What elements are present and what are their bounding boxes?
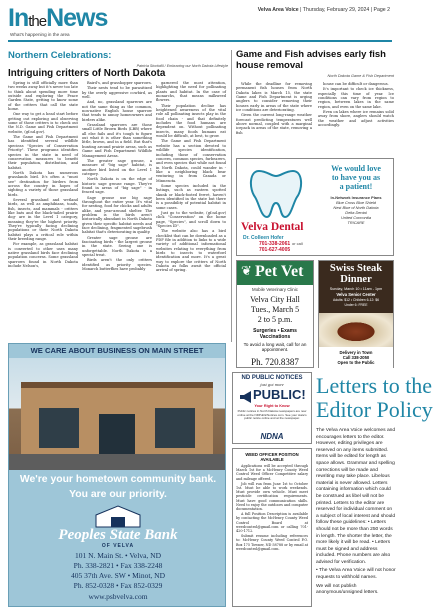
article-col-3: [156, 81, 226, 339]
dinner-delivery-1: Delivery in Town: [339, 350, 373, 355]
paragraph: Their nests tend to be parasitized by the overly aggressive cowbird, as well.: [82, 86, 152, 100]
petvet-services: Surgeries • Exams: [253, 328, 297, 334]
megaphone-icon: [239, 389, 253, 403]
paragraph: The Game and Fish Department has identified several wildlife specieas "Species of Conservation Priority". These programs identifies species in the state in need of conservation measures to benefit their population, distribution, and habitat.: [8, 135, 78, 170]
notice-heading: ND PUBLIC NOTICES: [241, 375, 303, 381]
article-right-col-1: [236, 82, 312, 154]
bank-address-1: 101 N. Main St. • Velva, ND: [74, 551, 162, 560]
petvet-subtitle: Mobile Veterinary Clinic: [252, 287, 298, 292]
paragraph: Birds aren't the only critters identified as priority species. Monarch butterflies have probably: [82, 258, 152, 272]
service-item: Blue Cross Blue Shield: [336, 200, 376, 205]
paragraph: It's important to check ice thickness, especially this time of year. Ice conditions can vary from region to region, between lakes in the same region, and even on the same lake.: [318, 87, 394, 109]
petvet-place: Velva City Hall: [250, 295, 300, 304]
article-source: North Dakota Game & Fish Department: [327, 74, 394, 78]
notice-big: PUBLIC!: [253, 387, 306, 402]
dental-or: or call: [292, 241, 303, 246]
bank-ad-banner: WE CARE ABOUT BUSINESS ON MAIN STREET: [30, 346, 204, 355]
paragraph: Grassland sparrows are those small Little Brown Birds (LBB) where all else fails and it's tough to figure out what it is other than something little, brown, and in a field. But that's hunting around prairie areas, such as Game and Fish Department Wildlife Management Areas.: [82, 123, 152, 158]
section-heading: Northern Celebrations:: [8, 50, 112, 61]
paragraph: Given the current long-range weather forecast predicting temperatures well above normal, coupled with a marginal icepack in areas of the state, removing a fish: [236, 113, 312, 135]
masthead-dateline: Velva Area Voice | Thursday, February 29, 2024 | Page 2: [257, 7, 390, 13]
paragraph: The Game and Fish Department website has a section devoted to wildlife species identification, including those of conservation concern, common species, furbearers, and even species that while not found in North Dakota, could wander in - like a neighboring black bear venturing in from Canada or Minnesota.: [156, 139, 226, 183]
dinner-venue: Velva Senior Center: [336, 292, 376, 297]
masthead-logo: [8, 5, 107, 35]
building-photo: [9, 358, 225, 470]
column-divider: [231, 50, 232, 342]
letters-paragraph: We will not publish anonymous/unsigned letters.: [316, 583, 379, 596]
bank-phone-1: Ph. 338-2821 • Fax 338-2248: [73, 561, 163, 570]
bank-subheadline: You are our priority.: [69, 489, 167, 500]
article-right-col-2: [318, 82, 394, 154]
paragraph: house can be difficult or dangerous.: [323, 82, 389, 86]
letters-body: [316, 428, 396, 608]
petvet-date: Tues., March 5: [250, 305, 300, 314]
letters-paragraph: The Velva Area Voice welcomes and encourages letters to the editor. However, editing privileges are reserved on any items submitted. Items will be edited for length as space allows. Grammar and spelling corrections will be made and rewriting may take place. Libelous material is never allowed. Letters containing information which could be construed as libel will not be printed. Letters to the editor are reserved for individual comment on a subject of local interest and should follow these guidelines: • Letters should not be more than 250 words in length. The shorter the letter, the more likely it will be read. • Letters must be signed and address included. Phone numbers are also advised for verification.: [316, 428, 396, 565]
petvet-ad: [236, 260, 314, 368]
issue-date: Thursday, February 29, 2024: [302, 7, 370, 13]
barn-logo-svg: [92, 505, 144, 527]
paragraph: garnered the most attention, highlighting the need for pollinating plants and habitat. In the case of monarchs, that means milkweed flowers.: [156, 81, 226, 103]
letters-title-2: Editor Policy: [316, 397, 433, 422]
masthead-tagline: What's happening in the area: [10, 32, 70, 37]
dental-name: Velva Dental: [241, 221, 304, 233]
paragraph: The greater sage grouse, a measure of "big sage" habitat, is another bird listed on the Level 1 category.: [82, 158, 152, 176]
dinner-date: Sunday, March 10 • 11am - 1pm: [329, 287, 383, 291]
paragraph: One way to get a head start before getting out exploring and observing some of those critters is to check out the N.D. Game and Fish Department website, (gf.nd.gov).: [8, 112, 78, 134]
logo-news: News: [46, 4, 108, 32]
service-item: United Concordia: [340, 215, 372, 220]
article-byline: Patricia Stockdill / Embracing our North Dakota Lifestyle: [136, 64, 228, 68]
service-item: TRICARE: [347, 220, 365, 225]
petvet-phone: Ph. 720.8387: [251, 357, 299, 367]
petvet-note: To avoid a long wait, call for an appointment.: [243, 342, 307, 353]
article-title: Intriguing critters of North Dakota: [8, 68, 166, 79]
dental-services: [321, 195, 391, 225]
paragraph: Several grassland and wetland birds, as well as amphibians, toads, fish, insects, and mammals - critters like bats and the black-tailed prairie dog- are in the Level 1 category, meaning they're the highest priority. They're typically facing declining populations or their North Dakota habitat plays a critical role within their breeding range.: [8, 197, 78, 242]
masthead-rule: [8, 40, 392, 42]
bank-ad: [8, 343, 226, 607]
service-item: Nest Blue of North Dakota: [333, 205, 379, 210]
dinner-prices-2: Under 6: FREE: [344, 303, 368, 307]
article-col-2: [82, 81, 152, 339]
dental-slogan-1: We would love: [331, 164, 381, 173]
bank-address-2: 405 37th Ave. SW • Minot, ND: [70, 571, 166, 580]
paragraph: And, no, grassland sparrows are not the same thing as the common, non-native English house sparrow that tends to annoy homeowners and birders alike.: [82, 100, 152, 122]
service-item: In-Network Insurance Plans: [330, 195, 382, 200]
paragraph: While the deadline for removing permanent fish houses from North Dakota lakes is March 15, the state Game and Fish Department is urging anglers to consider removing their houses early in areas of the state where ice conditions are deteriorating.: [236, 82, 312, 113]
dental-slogan-2: to have you as: [331, 173, 381, 182]
dinner-ad: [318, 260, 394, 368]
masthead: [0, 0, 400, 45]
paragraph: Some species included in the listings, such as eastern spotted skunk or black-footed ferret, haven't been identified in the state but there is a possibility of potential habitat in some cases.: [156, 183, 226, 210]
service-item: Delta Dental: [345, 210, 367, 215]
paragraph: Even on lakes where ice remains solid away from shore, anglers should watch the weather and adjust activities accordingly.: [318, 110, 394, 128]
bank-name: Peoples State Bank: [58, 527, 178, 543]
weed-title: WEED OFFICER POSITION AVAILABLE: [245, 452, 299, 462]
paper-name: Velva Area Voice: [257, 7, 299, 13]
paragraph: Their population decline has heightened awareness of the vital role all pollinating insects play in the food chain - and that definitely includes the food humans are dependent on. Without pollinating insects, many foods humans eat would be difficult, at best, to grow.: [156, 103, 226, 139]
paragraph: Spring is still officially more than two weeks away but it's never too late to think about spending more time outside and exploring the Peace Garden State, getting to know some of the critters that call the state home.: [8, 81, 78, 112]
logo-in: In: [8, 4, 29, 32]
weed-officer-notice: [232, 448, 312, 607]
dinner-title-1: Swiss Steak: [329, 263, 383, 274]
article-title-right: Game and Fish advises early fish house removal: [236, 49, 386, 71]
logo-the: the: [28, 13, 47, 30]
building-door: [99, 414, 135, 454]
petvet-header: [237, 261, 313, 285]
dinner-delivery-3: Open to the Public: [337, 360, 375, 365]
notice-footer: NDNA: [260, 432, 284, 441]
bank-name-sub: OF VELVA: [101, 543, 135, 549]
dinner-delivery: [319, 348, 393, 368]
dinner-delivery-2: Call 338-2050: [342, 355, 370, 360]
tooth-icon: [241, 163, 311, 221]
article-col-1: [8, 81, 78, 339]
dinner-title-2: Dinner: [340, 274, 372, 285]
food-photo: [319, 313, 393, 347]
dental-ad: [236, 158, 394, 256]
notice-body: Public notices in North Dakota newspapers are now online at the NDPublicNotices.com. See your state's public notice online and at the newspaper.: [237, 409, 307, 421]
bank-headline: We're your hometown community bank.: [19, 474, 217, 485]
dinner-header: [319, 261, 393, 313]
paragraph: The website also has a bird checklist that can be downloaded as a PDF file in addition to links to a wide variety of additional informational websites relating to everything from birds to insects to waterfowl identification and more. It's a great way to explore the critters of North Dakota as folks await the official arrival of spring.: [156, 229, 226, 273]
barn-logo: [92, 505, 144, 527]
paw-icon: ❦: [241, 264, 252, 279]
paragraph: Baird's, and grasshopper sparrows.: [87, 81, 152, 85]
petvet-time: 2 to 5 p.m.: [257, 315, 293, 324]
bank-website[interactable]: www.psbvelva.com: [88, 592, 148, 601]
letters-paragraph: • The Velva Area Voice will not honor requests to withhold names.: [316, 568, 396, 581]
paragraph: North Dakota is on the edge of historic sage grouse range. They're found in areas of "big sage" - in fenced sage.: [82, 177, 152, 195]
dental-phone-1: 701-338-2061: [259, 241, 291, 247]
dinner-prices: Adults: $12 • Children 6-12: $6: [332, 298, 380, 302]
building-window: [155, 408, 195, 448]
notice-sub: just got more: [260, 382, 284, 387]
weed-paragraph: Submit resume including references to: McHenry County Weed Control P.O. Box 175 Towner, ND 58788 or by email at weedcontrol@gmail.com.: [236, 534, 309, 551]
letters-title-1: Letters to the: [316, 373, 433, 398]
page-number: Page 2: [373, 7, 390, 13]
paragraph: Just go to the website, (gf.nd.gov) click "Conservation" on the home page, "Species", and scroll down to "Species ID".: [156, 210, 226, 228]
notice-tag: Your Right to Know: [254, 404, 290, 408]
weed-paragraph: Job will run from June 1st to October 1st. Must be able to work weekends. Must provide own vehicle. Must meet pesticide certification requirements. Must have good communication skills. Need to enjoy the outdoors and computer documentation.: [236, 481, 308, 512]
weed-paragraph: Applications will be accepted through March 1st for a McHenry County Weed Control Weed Officer Competitive salary and mileage offered.: [236, 464, 308, 481]
public-notice-ad: [232, 372, 312, 444]
street: [9, 454, 225, 470]
petvet-services-2: Vaccinations: [259, 334, 291, 340]
bank-phone-2: Ph. 852-0328 • Fax 852-0329: [73, 581, 163, 590]
dental-doctor: Dr. Colleen Hofer: [243, 235, 284, 241]
building-window: [39, 408, 79, 448]
dental-phone-2: 701-627-4005: [259, 247, 291, 253]
dental-slogan-3: a patient!: [339, 182, 373, 191]
tooth-svg: [241, 163, 311, 221]
megaphone-svg: [239, 390, 253, 404]
paragraph: For example, as grassland habitat is converted to other uses many native grassland birds face declining population concerns. Some grassland sparrows found in North Dakota include Nelson's,: [8, 242, 78, 269]
paragraph: Sage grouse use big sage throughout the entire year. It's vital for nesting, food for chicks and adults alike, and year-around shelter. The problem is the birds aren't historically abundant in North Dakota given their specific habitat needs and face declining, fragmented sagebrush habitat that's deteriorating in quality.: [82, 195, 152, 235]
petvet-logo: Pet Vet: [255, 263, 304, 280]
paragraph: Greater sage grouse are fascinating birds - the largest grouse in the state. Seeing one is unforgettable. North Dakota is a special treat.: [82, 235, 152, 258]
weed-paragraph: A full Position Description is available by contacting the McHenry County Weed Control Board at weedcontrol@gmail.com or calling 701-420-1712.: [236, 512, 308, 534]
paragraph: North Dakota has numerous grasslands bird. It's often a "must see" destination for birders from across the country in hopes of sighting a variety of those grassland birds.: [8, 170, 78, 197]
